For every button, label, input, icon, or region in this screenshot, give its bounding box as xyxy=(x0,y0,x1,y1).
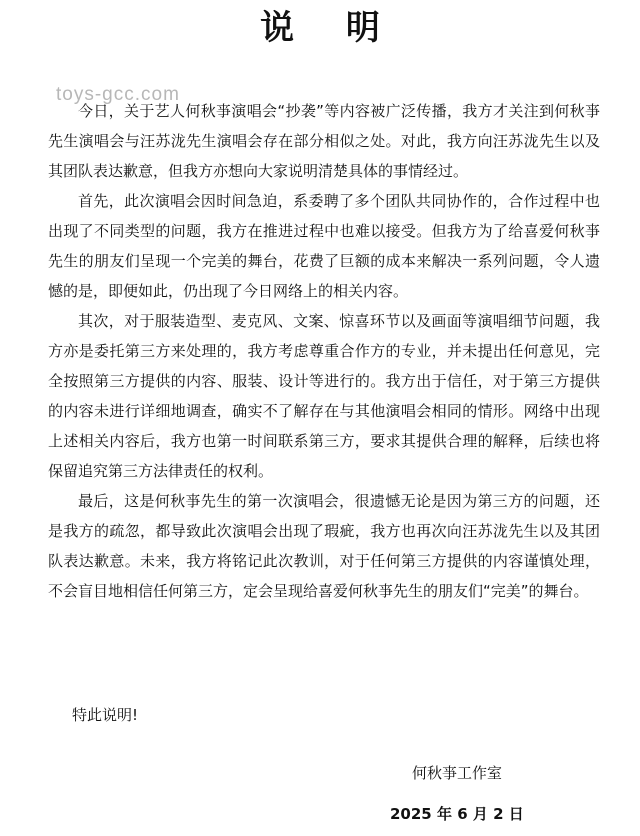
paragraph-first: 首先，此次演唱会因时间急迫，系委聘了多个团队共同协作的，合作过程中也出现了不同类型的问题，我方在推进过程中也难以接受。但我方为了给喜爱何秋亊先生的朋友们呈现一个完美的舞台，花费了巨额的成本来解决一系列问题，令人遗憾的是，即便如此，仍出现了今日网络上的相关内容。 xyxy=(48,192,600,300)
signature-date: 2025 年 6 月 2 日 xyxy=(390,805,524,823)
paragraph-second: 其次，对于服装造型、麦克风、文案、惊喜环节以及画面等演唱细节问题，我方亦是委托第三方来处理的，我方考虑尊重合作方的专业，并未提出任何意见，完全按照第三方提供的内容、服装、设计等进行的。我方出于信任，对于第三方提供的内容未进行详细地调查，确实不了解存在与其他演唱会相同的情形。网络中出现上述相关内容后，我方也第一时间联系第三方，要求其提供合理的解释，后续也将保留追究第三方法律责任的权利。 xyxy=(48,312,600,480)
signature-block xyxy=(390,758,590,829)
watermark-text: toys-gcc.com xyxy=(56,84,180,105)
signature-studio: 何秋亊工作室 xyxy=(412,764,503,782)
paragraph-final: 最后，这是何秋亊先生的第一次演唱会，很遗憾无论是因为第三方的问题，还是我方的疏忽，都导致此次演唱会出现了瑕疵，我方也再次向汪苏泷先生以及其团队表达歉意。未来，我方将铭记此次教训，对于任何第三方提供的内容谨慎处理，不会盲目地相信任何第三方，定会呈现给喜爱何秋亊先生的朋友们“完美”的舞台。 xyxy=(48,492,600,600)
document-title: 说 明 xyxy=(260,8,400,48)
closing-statement: 特此说明! xyxy=(72,706,139,724)
paragraph-intro: 今日，关于艺人何秋亊演唱会“抄袭”等内容被广泛传播，我方才关注到何秋亊先生演唱会与汪苏泷先生演唱会存在部分相似之处。对此，我方向汪苏泷先生以及其团队表达歉意，但我方亦想向大家说明清楚具体的事情经过。 xyxy=(48,102,600,180)
statement-body xyxy=(48,96,600,606)
